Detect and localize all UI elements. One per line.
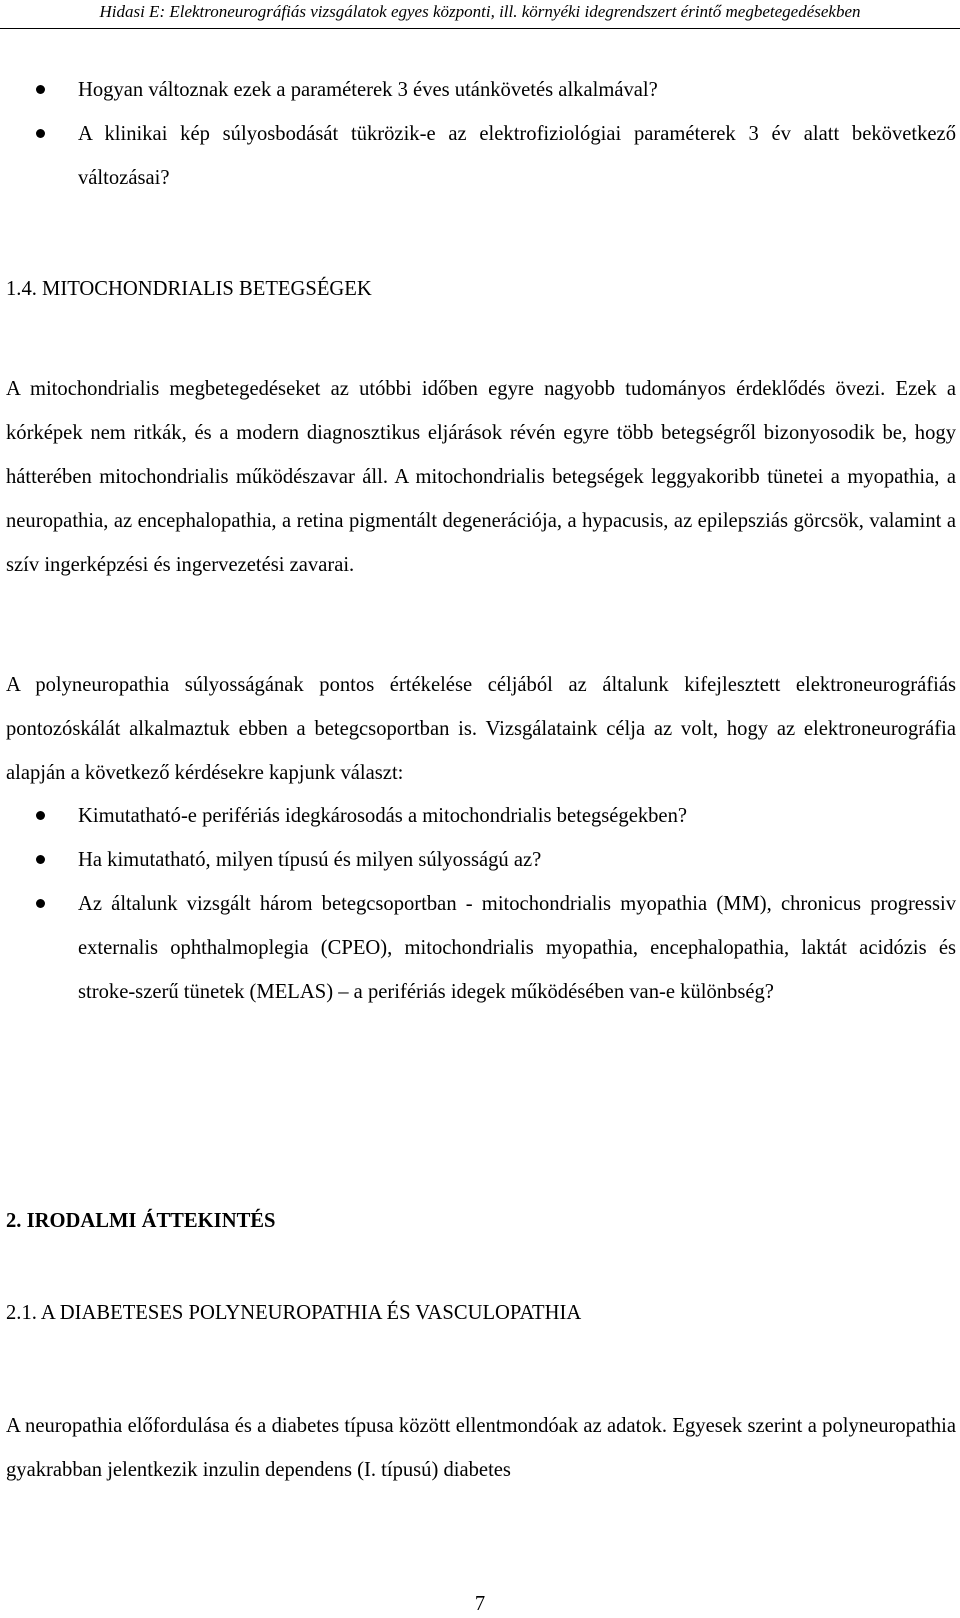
top-bullet-list [6, 68, 956, 200]
list-item: A klinikai kép súlyosbodását tükrözik-e az elektrofiziológiai paraméterek 3 év alatt bekövetkező változásai? [6, 112, 956, 200]
page-number: 7 [474, 1593, 486, 1615]
bullet-icon [36, 899, 45, 908]
list-item: Az általunk vizsgált három betegcsoportban - mitochondrialis myopathia (MM), chronicus progressiv externalis ophthalmoplegia (CPEO), mitochondrialis myopathia, encephalopathia, laktát acidózis és stroke-szerű tünetek (MELAS) – a perifériás idegek működésében van-e különbség? [6, 882, 956, 1014]
header-divider [0, 28, 960, 29]
section-1-4-question-list [6, 794, 956, 1014]
bullet-icon [36, 129, 45, 138]
section-1-4-paragraph-1: A mitochondrialis megbetegedéseket az utóbbi időben egyre nagyobb tudományos érdeklődés övezi. Ezek a kórképek nem ritkák, és a modern diagnosztikus eljárások révén egyre több betegségről bizonyosodik be, hogy hátterében mitochondrialis működészavar áll. A mitochondrialis betegségek leggyakoribb tünetei a myopathia, a neuropathia, az encephalopathia, a retina pigmentált degenerációja, a hypacusis, az epilepsziás görcsök, valamint a szív ingerképzési és ingervezetési zavarai. [6, 378, 956, 576]
running-header-title: Hidasi E: Elektroneurográfiás vizsgálatok egyes központi, ill. környéki idegrendszert érintő megbetegedésekben [99, 2, 861, 21]
list-item: Ha kimutatható, milyen típusú és milyen súlyosságú az? [6, 838, 956, 882]
section-2-1-paragraph: A neuropathia előfordulása és a diabetes típusa között ellentmondóak az adatok. Egyesek szerint a polyneuropathia gyakrabban jelentkezik inzulin dependens (I. típusú) diabetes [6, 1415, 956, 1481]
bullet-icon [36, 811, 45, 820]
section-2-1-heading: 2.1. A DIABETESES POLYNEUROPATHIA ÉS VASCULOPATHIA [6, 1302, 582, 1324]
list-item: Hogyan változnak ezek a paraméterek 3 éves utánkövetés alkalmával? [6, 68, 956, 112]
section-1-4-paragraph-2: A polyneuropathia súlyosságának pontos értékelése céljából az általunk kifejlesztett elektroneurográfiás pontozóskálát alkalmaztuk ebben a betegcsoportban is. Vizsgálataink célja az volt, hogy az elektroneurográfia alapján a következő kérdésekre kapjunk választ: [6, 674, 956, 784]
bullet-icon [36, 85, 45, 94]
section-1-4-heading: 1.4. MITOCHONDRIALIS BETEGSÉGEK [6, 278, 372, 300]
bullet-icon [36, 855, 45, 864]
section-2-heading: 2. IRODALMI ÁTTEKINTÉS [6, 1210, 276, 1232]
list-item: Kimutatható-e perifériás idegkárosodás a mitochondrialis betegségekben? [6, 794, 956, 838]
